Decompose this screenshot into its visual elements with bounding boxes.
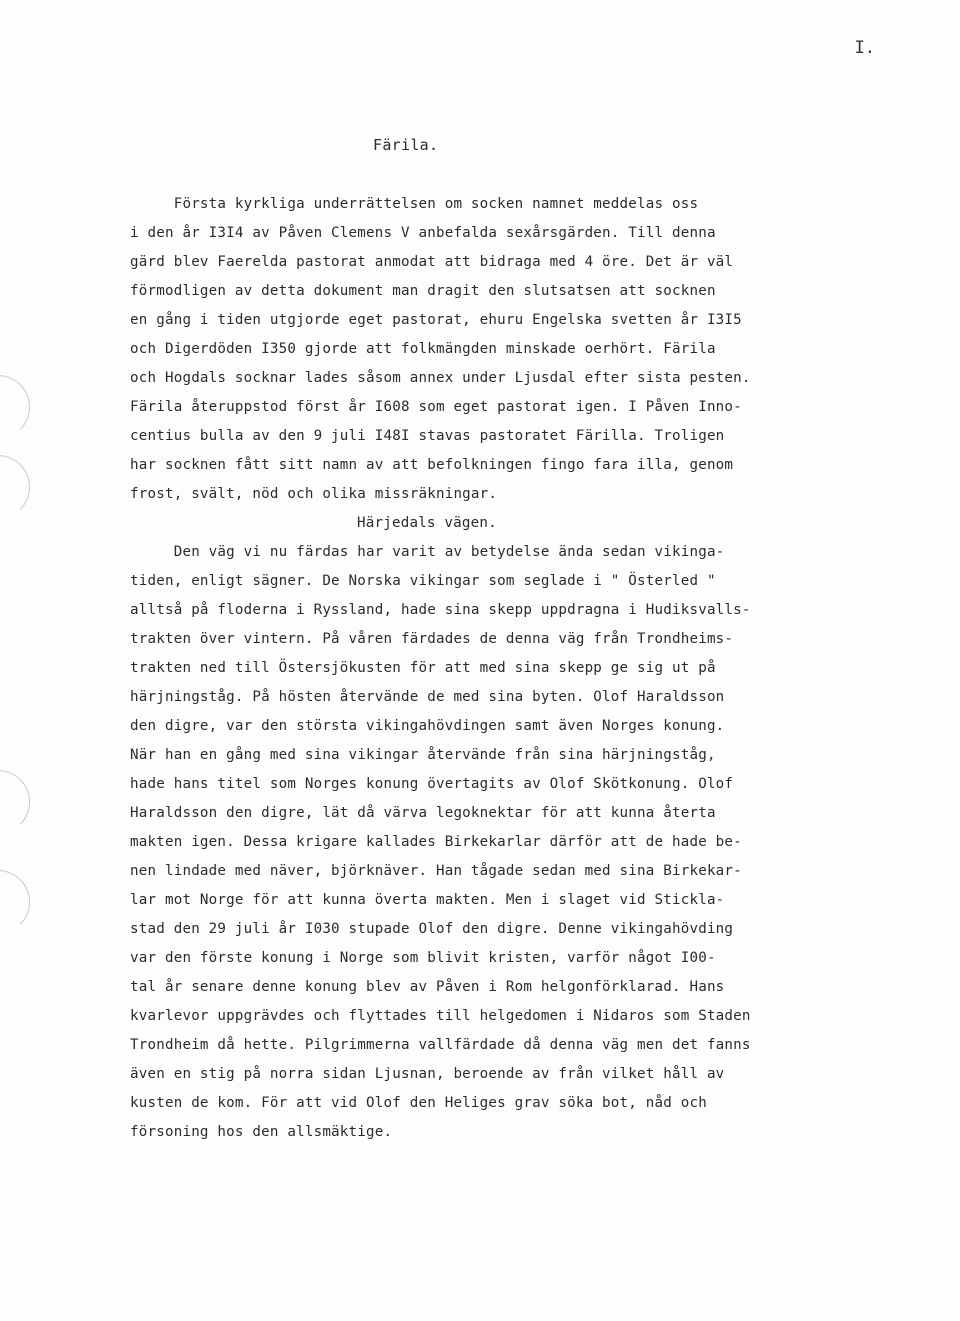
text-line: den digre, var den största vikingahövdingen samt även Norges konung. <box>130 718 725 734</box>
body-text <box>130 190 850 1147</box>
text-line: kusten de kom. För att vid Olof den Heliges grav söka bot, nåd och <box>130 1095 707 1111</box>
text-line: även en stig på norra sidan Ljusnan, beroende av från vilket håll av <box>130 1066 725 1082</box>
page-number: I. <box>854 38 875 58</box>
text-line: hade hans titel som Norges konung övertagits av Olof Skötkonung. Olof <box>130 776 734 792</box>
text-line: makten igen. Dessa krigare kallades Birkekarlar därför att de hade be- <box>130 834 742 850</box>
text-line: Första kyrkliga underrättelsen om socken namnet meddelas oss <box>130 196 699 212</box>
text-line: Haraldsson den digre, lät då värva legoknektar för att kunna återta <box>130 805 716 821</box>
text-line: nen lindade med näver, björknäver. Han tågade sedan med sina Birkekar- <box>130 863 742 879</box>
document-title: Färila. <box>373 136 439 154</box>
text-line: förmodligen av detta dokument man dragit den slutsatsen att socknen <box>130 283 716 299</box>
text-line: och Hogdals socknar lades såsom annex under Ljusdal efter sista pesten. <box>130 370 751 386</box>
text-line: och Digerdöden I350 gjorde att folkmängden minskade oerhört. Färila <box>130 341 716 357</box>
text-line: var den förste konung i Norge som blivit kristen, varför något I00- <box>130 950 716 966</box>
text-line: en gång i tiden utgjorde eget pastorat, ehuru Engelska svetten år I3I5 <box>130 312 742 328</box>
text-line: Färila återuppstod först år I608 som eget pastorat igen. I Påven Inno- <box>130 399 742 415</box>
text-line: trakten över vintern. På våren färdades de denna väg från Trondheims- <box>130 631 734 647</box>
text-line: gärd blev Faerelda pastorat anmodat att bidraga med 4 öre. Det är väl <box>130 254 734 270</box>
punch-hole-mark <box>0 870 30 934</box>
punch-hole-mark <box>0 455 30 519</box>
text-line: alltså på floderna i Ryssland, hade sina skepp uppdragna i Hudiksvalls- <box>130 602 751 618</box>
text-line: frost, svält, nöd och olika missräkningar. <box>130 486 498 502</box>
text-line: När han en gång med sina vikingar återvände från sina härjningståg, <box>130 747 716 763</box>
text-line: försoning hos den allsmäktige. <box>130 1124 393 1140</box>
text-line: Trondheim då hette. Pilgrimmerna vallfärdade då denna väg men det fanns <box>130 1037 751 1053</box>
section-heading: Härjedals vägen. <box>357 515 497 531</box>
text-line: centius bulla av den 9 juli I48I stavas pastoratet Färilla. Troligen <box>130 428 725 444</box>
text-line: stad den 29 juli år I030 stupade Olof den digre. Denne vikingahövding <box>130 921 734 937</box>
text-line: kvarlevor uppgrävdes och flyttades till helgedomen i Nidaros som Staden <box>130 1008 751 1024</box>
text-line: tal år senare denne konung blev av Påven i Rom helgonförklarad. Hans <box>130 979 725 995</box>
text-line: härjningståg. På hösten återvände de med sina byten. Olof Haraldsson <box>130 689 725 705</box>
text-line: har socknen fått sitt namn av att befolkningen fingo fara illa, genom <box>130 457 734 473</box>
text-line: lar mot Norge för att kunna överta makten. Men i slaget vid Stickla- <box>130 892 725 908</box>
text-line: trakten ned till Östersjökusten för att med sina skepp ge sig ut på <box>130 660 716 676</box>
text-line: tiden, enligt sägner. De Norska vikingar som seglade i " Österled " <box>130 573 716 589</box>
text-line: Den väg vi nu färdas har varit av betydelse ända sedan vikinga- <box>130 544 725 560</box>
punch-hole-mark <box>0 375 30 439</box>
text-line: i den år I3I4 av Påven Clemens V anbefalda sexårsgärden. Till denna <box>130 225 716 241</box>
punch-hole-mark <box>0 770 30 834</box>
